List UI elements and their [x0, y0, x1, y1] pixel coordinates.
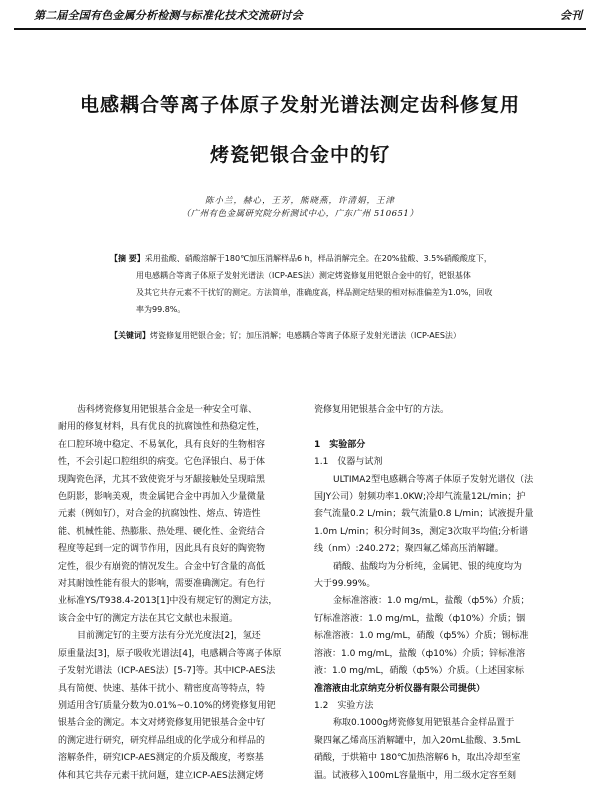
body-line: 定性，很少有崩瓷的情况发生。合金中钌含量的高低: [58, 561, 266, 572]
header-section: 会刊: [560, 9, 582, 22]
abstract-line: 【摘 要】采用盐酸、硝酸溶解于180℃加压消解样品6 h，样品消解完全。在20%盐酸、3.5%硝酸酸度下，: [110, 254, 492, 263]
keywords: [110, 329, 540, 343]
body-line: 色阴影，影响美观，贵金属钯合金中再加入少量微量: [58, 492, 266, 503]
body-line: 能、机械性能、热膨胀、热处理、硬化性、金瓷结合: [58, 526, 266, 537]
body-line: 的测定进行研究，研究样品组成的化学成分和样品的: [58, 735, 266, 746]
body-line: 现陶瓷色泽，尤其不致使瓷牙与牙龈接触处呈现暗黑: [58, 474, 266, 485]
body-line: 溶解条件，研究ICP-AES测定的介质及酸度，考察基: [58, 753, 264, 764]
keywords-text: 烤瓷修复用钯银合金；钌；加压消解；电感耦合等离子体原子发射光谱法（ICP-AES法）: [150, 331, 461, 340]
body-line: 具有简便、快速、基体干扰小、精密度高等特点，特: [58, 683, 266, 694]
running-header: [14, 6, 586, 30]
body-line: 元素（例如钌），对合金的抗腐蚀性、熔点、铸造性: [58, 509, 261, 520]
abstract: [110, 250, 530, 318]
body-line: 别适用含钌质量分数为0.01%~0.10%的烤瓷修复用钯: [58, 700, 276, 711]
right-column: [314, 402, 546, 785]
body-line: 准溶液由北京纳克分析仪器有限公司提供）: [314, 683, 486, 694]
affiliation: （广州有色金属研究院分析测试中心，广东广州 510651）: [181, 209, 419, 219]
body-line: 温。试液移入100mL容量瓶中，用二级水定容至刻: [314, 770, 516, 781]
body-line: ULTIMA2型电感耦合等离子体原子发射光谱仪（法: [333, 474, 534, 485]
body-line: 钌标准溶液：1.0 mg/mL，盐酸（ф10%）介质；铟: [314, 613, 526, 624]
body-line: 聚四氟乙烯高压消解罐中，加入20mL盐酸、3.5mL: [314, 735, 521, 746]
spacer-line: [314, 419, 546, 436]
body-line: 该合金中钌的测定方法在其它文献也未报道。: [58, 613, 239, 624]
body-line: 耐用的修复材料，具有优良的抗腐蚀性和热稳定性，: [58, 422, 266, 433]
subsection-heading: 1.1 仪器与试剂: [314, 457, 383, 468]
body-line: 硝酸，于烘箱中 180℃加热溶解6 h，取出冷却至室: [314, 753, 521, 764]
body-line: 原重量法[3]，原子吸收光谱法[4]，电感耦合等离子体原: [58, 648, 282, 659]
abstract-line: 及其它共存元素不干扰钌的测定。方法简单，准确度高，样品测定结果的相对标准偏差为1.0%，回收: [136, 288, 493, 297]
abstract-line: 用电感耦合等离子体原子发射光谱法（ICP-AES法）测定烤瓷修复用钯银合金中的钌，钯银基体: [136, 271, 471, 280]
section-heading: 1 实验部分: [314, 439, 366, 450]
body-line: 性，不会引起口腔组织的病变。它色泽银白、易于体: [58, 457, 266, 468]
body-line: 体和其它共存元素干扰问题，建立ICP-AES法测定烤: [58, 770, 264, 781]
body-line: 套气流量0.2 L/min；载气流量0.8 L/min；试液提升量: [314, 509, 534, 520]
body-line: 在口腔环境中稳定、不易氧化，具有良好的生物相容: [58, 439, 266, 450]
body-line: 溶液：1.0 mg/mL，盐酸（ф10%）介质；锌标准溶: [314, 648, 526, 659]
subsection-heading: 1.2 实验方法: [314, 700, 374, 711]
body-line: 金标准溶液：1.0 mg/mL，盐酸（ф5%）介质；: [333, 596, 530, 607]
body-line: 1.0m L/min；积分时间3s，测定3次取平均值;分析谱: [314, 526, 529, 537]
abstract-label: 【摘 要】: [110, 254, 145, 263]
paper-title-line-2: 烤瓷钯银合金中的钌: [209, 144, 390, 166]
body-line: 齿科烤瓷修复用钯银基合金是一种安全可靠、: [77, 405, 258, 415]
abstract-line: 率为99.8%。: [136, 305, 186, 314]
body-line: 液：1.0 mg/mL，硝酸（ф5%）介质。（上述国家标: [314, 666, 524, 677]
body-line: 程度等起到一定的调节作用，因此具有良好的陶瓷物: [58, 544, 266, 555]
body-line: 对其耐蚀性能有很大的影响，需要准确测定。有色行: [58, 579, 266, 590]
body-line: 线（nm）:240.272；聚四氟乙烯高压消解罐。: [314, 544, 504, 555]
left-column: [58, 402, 300, 785]
body-line: 子发射光谱法（ICP-AES法）[5-7]等。其中ICP-AES法: [58, 666, 276, 677]
body-line: 国JY公司）射频功率1.0KW;冷却气流量12L/min；护: [314, 492, 526, 503]
body-line: 业标准YS/T938.4-2013[1]中没有规定钌的测定方法，: [58, 596, 278, 607]
body-line: 称取0.1000g烤瓷修复用钯银基合金样品置于: [333, 718, 515, 729]
paper-title-line-1: 电感耦合等离子体原子发射光谱法测定齿科修复用: [79, 94, 520, 116]
header-conference: 第二届全国有色金属分析检测与标准化技术交流研讨会: [34, 9, 303, 22]
body-line: 大于99.99%。: [314, 579, 376, 590]
authors: 陈小兰，赫心，王芳，熊晓燕，许清娟，王津: [204, 196, 395, 206]
keywords-label: 【关键词】: [110, 331, 150, 340]
body-line: 硝酸、盐酸均为分析纯，金属钯、银的纯度均为: [333, 561, 523, 572]
body-line: 瓷修复用钯银基合金中钌的方法。: [314, 405, 450, 415]
body-line: 标准溶液：1.0 mg/mL，硝酸（ф5%）介质；锡标准: [314, 631, 529, 642]
body-line: 银基合金的测定。本文对烤瓷修复用钯银基合金中钌: [58, 718, 266, 729]
body-line: 目前测定钌的主要方法有分光光度法[2]，氢还: [77, 631, 261, 642]
